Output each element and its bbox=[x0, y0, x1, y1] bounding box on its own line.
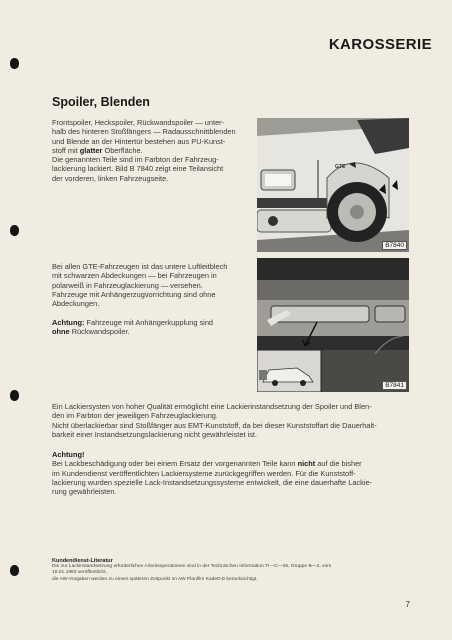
text-line: polarweiß in Fahrzeuglackierung — versehen. bbox=[52, 280, 203, 290]
page-heading: Spoiler, Blenden bbox=[52, 95, 150, 109]
text-line: Die genannten Teile sind im Farbton der Fahrzeug- bbox=[52, 155, 219, 165]
text-line: Ein Lackiersysten von hoher Qualität ermöglicht eine Lackierinstandsetzung der Spoiler und Blen- bbox=[52, 402, 372, 411]
binder-hole bbox=[10, 390, 19, 401]
text-line: Nicht überlackierbar sind Stoßfänger aus EMT-Kunststoff, da bei dieser Kunststoffart die Dauerhalt- bbox=[52, 420, 377, 430]
text-line: barkeit einer Instandsetzungslackierung nicht gewährleistet ist. bbox=[52, 429, 257, 439]
photo-caption: B7841 bbox=[382, 381, 407, 390]
text-line: Fahrzeuge mit Anhängerzugvorrichtung sind ohne bbox=[52, 289, 216, 299]
text-line: Rückwandspoiler. bbox=[69, 327, 130, 337]
note-label: Achtung: bbox=[52, 318, 85, 327]
text-line: Frontspoiler, Heckspoiler, Rückwandspoiler — unter- bbox=[52, 118, 225, 127]
text-line: stoff mit bbox=[52, 145, 80, 155]
car-front-illustration bbox=[257, 118, 409, 252]
binder-hole bbox=[10, 225, 19, 236]
photo-rear-spoiler bbox=[257, 258, 409, 392]
section-title: KAROSSERIE bbox=[328, 36, 432, 53]
warning-title: Achtung! bbox=[52, 450, 85, 459]
footer-line: die AW-Vorgaben werden zu einem späteren Zeitpunkt im AW Planfilm Kadett-D berücksichtigt. bbox=[52, 576, 258, 582]
gte-paragraph bbox=[52, 262, 252, 308]
text-line: halb des hinteren Stoßfängers — Radausschnittblenden bbox=[52, 127, 236, 137]
text-line: auf die bisher bbox=[315, 459, 362, 469]
text-line: Abdeckungen. bbox=[52, 299, 100, 309]
text-line: Bei Lackbeschädigung oder bei einem Ersatz der vorgenannten Teile kann bbox=[52, 459, 298, 469]
photo-caption: B7840 bbox=[382, 241, 407, 250]
footer-line: Die zur Lackinstandsetzung erforderlichen Arbeitsoperationen sind in der Technischen Information TI—C—36, Gruppe B—2, vom bbox=[52, 564, 332, 570]
text-line: Bei allen GTE-Fahrzeugen ist das untere Luftleitblech bbox=[52, 262, 228, 271]
photo-front-spoiler bbox=[257, 118, 409, 252]
emphasis: nicht bbox=[297, 459, 316, 469]
intro-paragraph bbox=[52, 118, 252, 183]
text-line: der vorderen, linken Fahrzeugseite. bbox=[52, 173, 169, 183]
emphasis: glatter bbox=[79, 145, 103, 155]
text-line: rung gewährleisten. bbox=[52, 487, 117, 497]
emphasis: ohne bbox=[52, 327, 70, 337]
warning-paragraph bbox=[52, 450, 412, 496]
text-line: und Blende an der Hintertür bestehen aus PU-Kunst- bbox=[52, 136, 226, 146]
car-rear-illustration bbox=[257, 258, 409, 392]
footer-title: Kundendienst-Literatur bbox=[52, 558, 113, 564]
binder-hole bbox=[10, 565, 19, 576]
page-number: 7 bbox=[405, 600, 410, 609]
repair-paragraph bbox=[52, 402, 412, 439]
text-line: den im Farbton der jeweiligen Fahrzeuglackierung. bbox=[52, 411, 218, 421]
text-line: mit schwarzen Abdeckungen — bei Fahrzeugen in bbox=[52, 271, 217, 281]
text-line: lackierung lackiert. Bild B 7840 zeigt eine Teilansicht bbox=[52, 164, 224, 174]
footer-literature bbox=[52, 558, 407, 583]
binder-hole bbox=[10, 58, 19, 69]
text-line: lackierung wurden spezielle Lack-Instandsetzungssysteme entwickelt, die eine dauerhafte Lackie- bbox=[52, 477, 373, 487]
text-line: Fahrzeuge mit Anhängerkupplung sind bbox=[84, 318, 214, 327]
gte-badge: GTE bbox=[335, 164, 346, 170]
text-line: im Kundendienst veröffentlichten Lackiersysteme zurückgegriffen werden. Für die Kunststoff- bbox=[52, 468, 356, 478]
text-line: Oberfläche. bbox=[102, 145, 143, 155]
footer-line: 10.01.1983 veröffentlicht, bbox=[52, 570, 107, 576]
note-paragraph bbox=[52, 318, 252, 337]
